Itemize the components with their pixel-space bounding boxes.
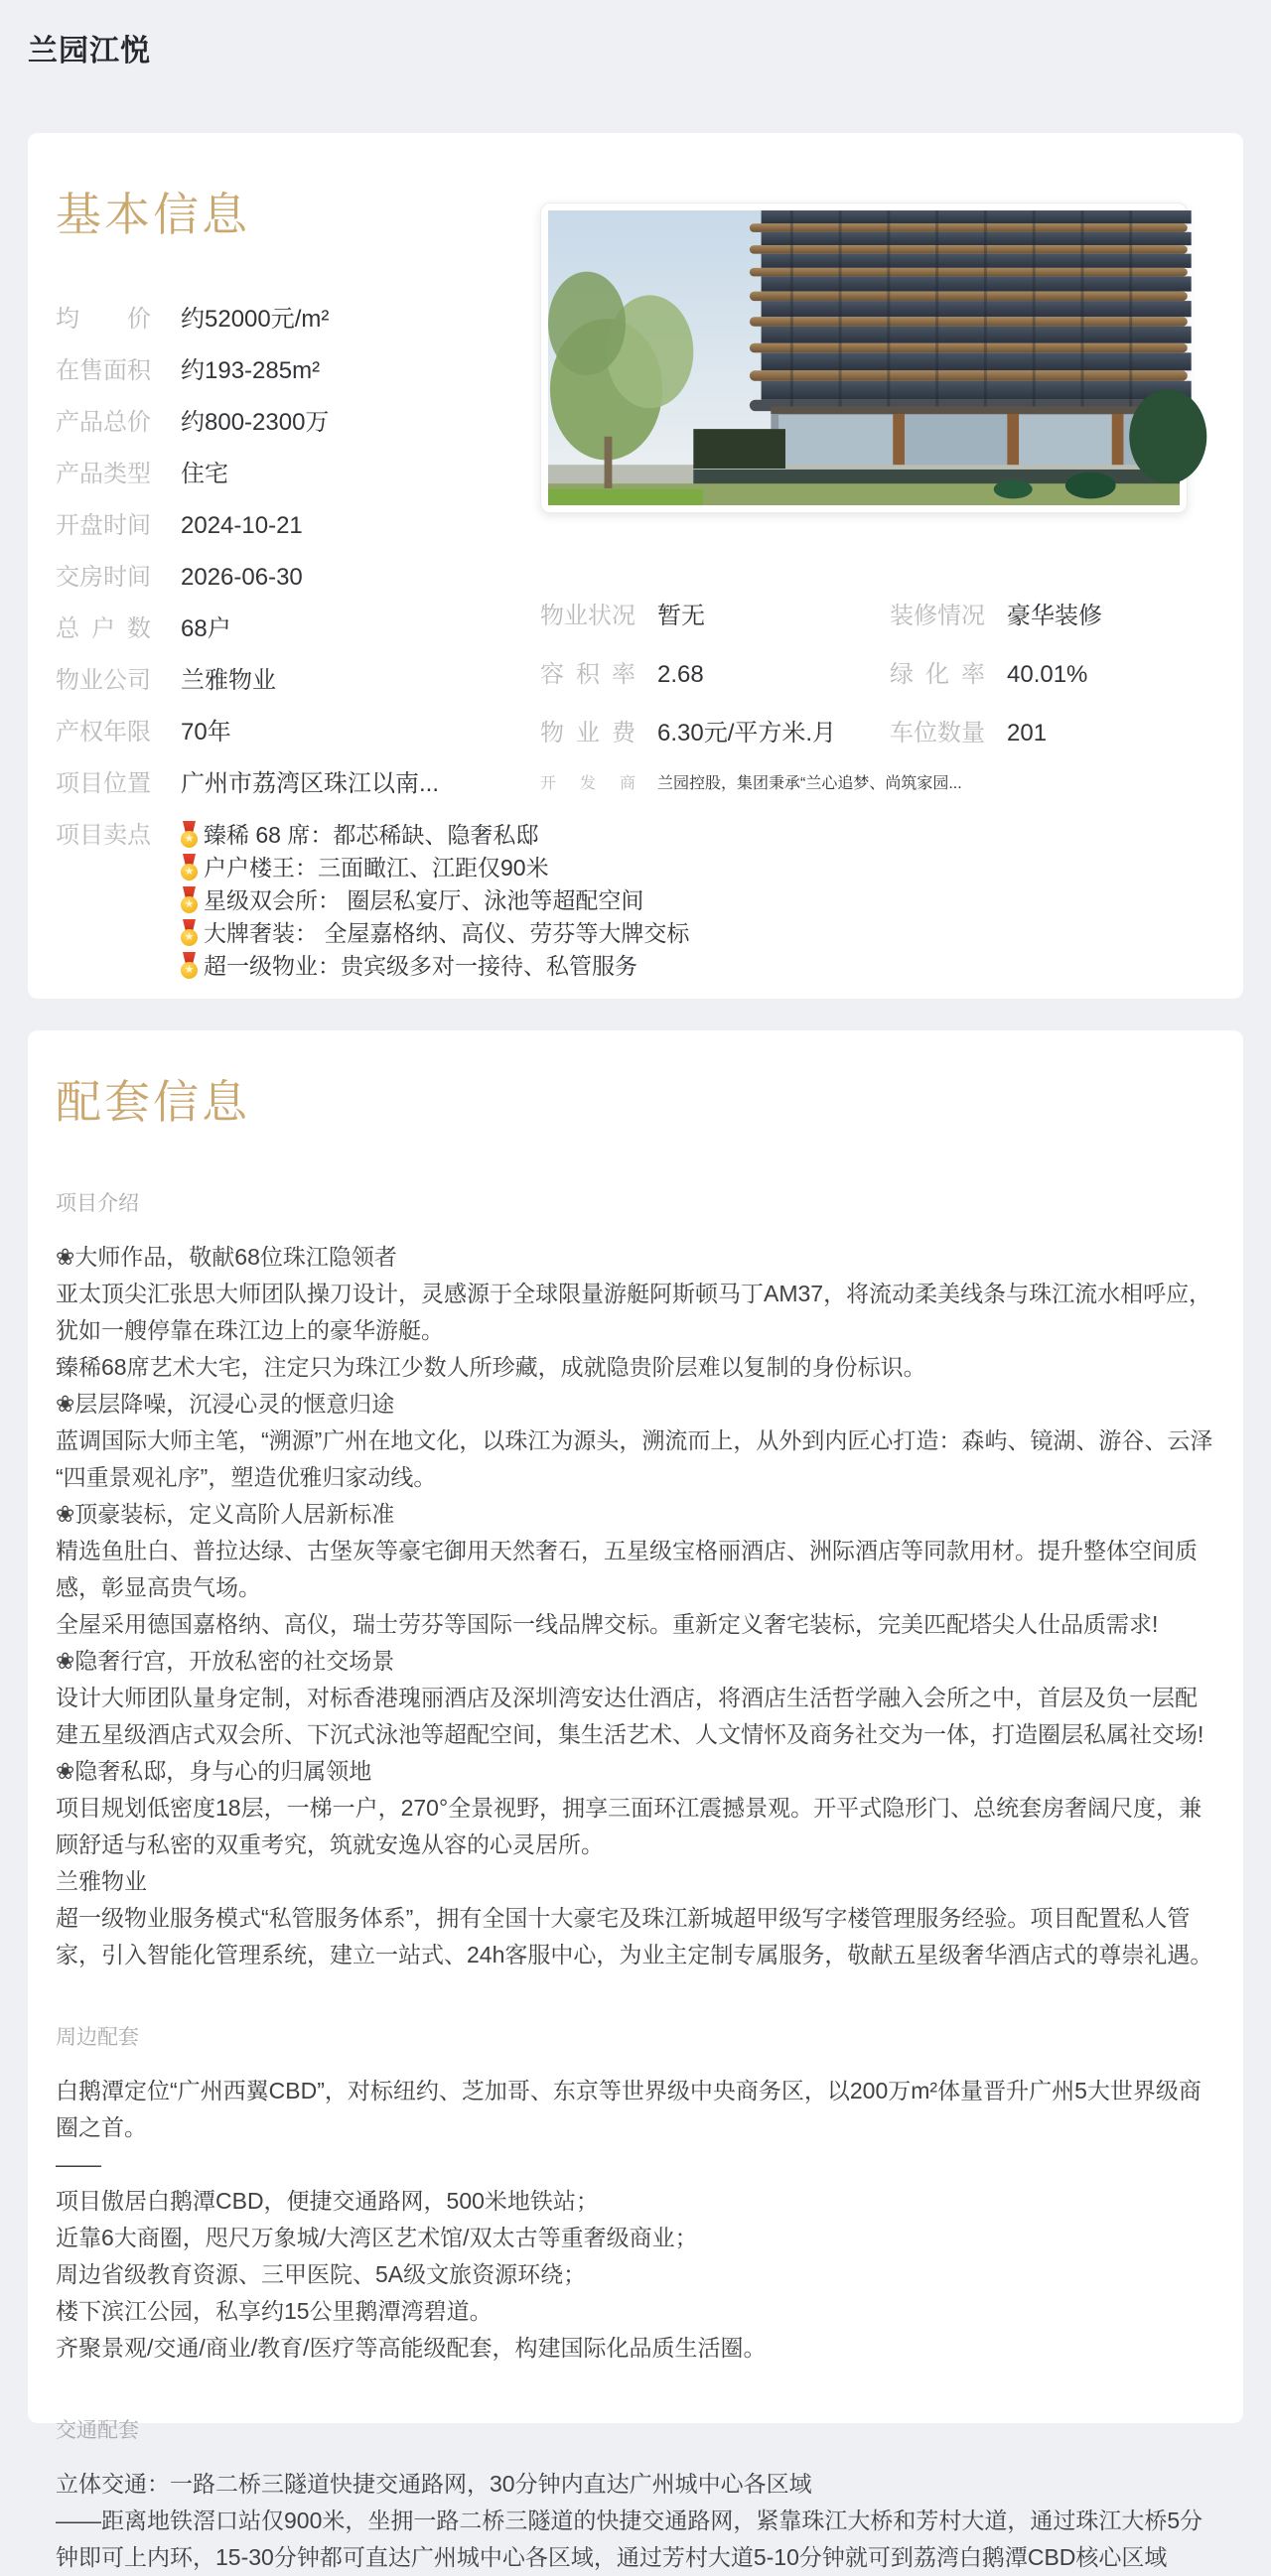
info-row-label: 在售面积 (56, 357, 151, 384)
page-title: 兰园江悦 (28, 35, 151, 68)
info-row-value: 约800-2300万 (181, 409, 330, 436)
text-line: 蓝调国际大师主笔，“溯源”广州在地文化，以珠江为源头，溯流而上，从外到内匠心打造：森屿、镜湖、游谷、云泽“四重景观礼序”，塑造优雅归家动线。 (56, 1427, 1213, 1490)
info-row (56, 397, 552, 449)
transport-text (56, 2466, 1215, 2576)
info-row-value: 2026-06-30 (181, 564, 303, 591)
kv-row (540, 595, 890, 638)
text-line: 白鹅潭定位“广州西翼CBD”，对标纽约、芝加哥、东京等世界级中央商务区，以200万m²体量晋升广州5大世界级商圈之首。 (56, 2078, 1201, 2140)
kv-label: 车位数量 (890, 720, 985, 746)
info-row-label: 交房时间 (56, 564, 151, 591)
developer-label: 开发商 (540, 775, 636, 792)
kv-label: 物业费 (540, 720, 636, 746)
kv-value: 6.30元/平方米.月 (657, 720, 837, 746)
info-row-label: 均价 (56, 306, 151, 333)
info-row-label: 开盘时间 (56, 512, 151, 539)
kv-value: 2.68 (657, 661, 704, 688)
selling-point-text: 超一级物业：贵宾级多对一接待、私管服务 (204, 953, 637, 979)
medal-icon (181, 886, 198, 914)
building-rendering-image (548, 210, 1180, 505)
surroundings-text (56, 2073, 1215, 2367)
basic-info-left-rows (56, 294, 552, 810)
info-row-label: 总户数 (56, 615, 151, 642)
selling-point-text: 大牌奢装： 全屋嘉格纳、高仪、劳芬等大牌交标 (204, 920, 690, 946)
amenities-heading: 配套信息 (56, 1076, 250, 1128)
selling-point-item (181, 884, 689, 917)
kv-label: 装修情况 (890, 603, 985, 629)
info-row-value: 住宅 (181, 461, 228, 487)
info-row-value: 兰雅物业 (181, 667, 276, 694)
text-line: 齐聚景观/交通/商业/教育/医疗等高能级配套，构建国际化品质生活圈。 (56, 2335, 767, 2361)
info-row (56, 449, 552, 500)
info-row (56, 655, 552, 707)
selling-point-item (181, 950, 689, 983)
text-line: 亚太顶尖汇张思大师团队操刀设计，灵感源于全球限量游艇阿斯顿马丁AM37，将流动柔美线条与珠江流水相呼应，犹如一艘停靠在珠江边上的豪华游艇。 (56, 1281, 1212, 1343)
info-row-value: 70年 (181, 719, 231, 746)
kv-value: 201 (1007, 720, 1048, 746)
amenities-card (28, 1030, 1243, 2570)
tower-floors (750, 210, 1192, 411)
kv-row (890, 595, 1217, 638)
selling-points-list (181, 819, 689, 983)
text-line: 楼下滨江公园，私享约15公里鹅潭湾碧道。 (56, 2298, 493, 2324)
text-line: 超一级物业服务模式“私管服务体系”，拥有全国十大豪宅及珠江新城超甲级写字楼管理服务经验。项目配置私人管家，引入智能化管理系统，建立一站式、24h客服中心，为业主定制专属服务，敬献五星级奢华酒店式的尊崇礼遇。 (56, 1905, 1213, 1967)
basic-info-right-panel (540, 203, 1217, 793)
text-line: —— (56, 2151, 101, 2177)
text-line: ❀隐奢行宫，开放私密的社交场景 (56, 1648, 395, 1674)
info-row (56, 758, 552, 810)
text-line: 精选鱼肚白、普拉达绿、古堡灰等豪宅御用天然奢石，五星级宝格丽酒店、洲际酒店等同款用材。提升整体空间质感，彰显高贵气场。 (56, 1538, 1198, 1600)
info-row-value: 广州市荔湾区珠江以南... (181, 770, 440, 797)
info-row-value: 约52000元/m² (181, 306, 330, 333)
info-row-value: 2024-10-21 (181, 512, 303, 539)
info-row (56, 707, 552, 758)
selling-points-row (56, 810, 1215, 983)
text-line: ❀大师作品，敬献68位珠江隐领者 (56, 1244, 397, 1270)
text-line: 设计大师团队量身定制，对标香港瑰丽酒店及深圳湾安达仕酒店，将酒店生活哲学融入会所之中，首层及负一层配建五星级酒店式双会所、下沉式泳池等超配空间，集生活艺术、人文情怀及商务社交为一体，打造圈层私属社交场! (56, 1685, 1204, 1747)
developer-row (540, 770, 1217, 793)
lobby-podium (771, 406, 1180, 470)
selling-point-item (181, 852, 689, 884)
kv-label: 物业状况 (540, 603, 636, 629)
text-line: 兰雅物业 (56, 1868, 147, 1894)
text-line: 项目规划低密度18层，一梯一户，270°全景视野，拥享三面环江震撼景观。开平式隐形门、总统套房奢阔尺度，兼顾舒适与私密的双重考究，筑就安逸从容的心灵居所。 (56, 1795, 1202, 1857)
info-row (56, 552, 552, 604)
selling-point-text: 星级双会所： 圈层私宴厅、泳池等超配空间 (204, 887, 644, 913)
medal-icon (181, 952, 198, 980)
kv-label: 绿化率 (890, 661, 985, 688)
subheading-surroundings: 周边配套 (56, 2026, 139, 2049)
text-line: ❀层层降噪，沉浸心灵的惬意归途 (56, 1391, 395, 1417)
selling-point-text: 户户楼王：三面瞰江、江距仅90米 (204, 855, 549, 881)
info-row-label: 产品总价 (56, 409, 151, 436)
kv-value: 暂无 (657, 603, 705, 629)
project-intro-text (56, 1239, 1215, 1973)
kv-value: 40.01% (1007, 661, 1088, 688)
info-row (56, 500, 552, 552)
selling-point-text: 臻稀 68 席：都芯稀缺、隐奢私邸 (204, 822, 539, 848)
selling-points-label: 项目卖点 (56, 822, 151, 849)
info-row-label: 产品类型 (56, 461, 151, 487)
selling-point-item (181, 819, 689, 852)
subheading-transport: 交通配套 (56, 2419, 139, 2442)
kv-row (890, 712, 1217, 755)
medal-icon (181, 919, 198, 947)
info-row-value: 68户 (181, 615, 231, 642)
kv-value: 豪华装修 (1007, 603, 1102, 629)
kv-label: 容积率 (540, 661, 636, 688)
subheading-project-intro: 项目介绍 (56, 1192, 139, 1215)
basic-info-right-rows (540, 595, 1217, 755)
text-line: 立体交通：一路二桥三隧道快捷交通路网，30分钟内直达广州城中心各区域 (56, 2471, 812, 2497)
text-line: 全屋采用德国嘉格纳、高仪，瑞士劳芬等国际一线品牌交标。重新定义奢宅装标，完美匹配塔尖人仕品质需求! (56, 1611, 1159, 1637)
medal-icon (181, 854, 198, 881)
selling-point-item (181, 917, 689, 950)
info-row-label: 物业公司 (56, 667, 151, 694)
medal-icon (181, 821, 198, 849)
info-row (56, 604, 552, 655)
text-line: ❀顶豪装标，定义高阶人居新标准 (56, 1501, 395, 1527)
info-row (56, 345, 552, 397)
info-row (56, 294, 552, 345)
basic-info-heading: 基本信息 (56, 189, 250, 240)
info-row-value: 约193-285m² (181, 357, 321, 384)
text-line: 周边省级教育资源、三甲医院、5A级文旅资源环绕； (56, 2261, 587, 2287)
text-line: ❀隐奢私邸，身与心的归属领地 (56, 1758, 372, 1784)
kv-row (890, 653, 1217, 697)
text-line: 近靠6大商圈，咫尺万象城/大湾区艺术馆/双太古等重奢级商业； (56, 2225, 698, 2250)
kv-row (540, 712, 890, 755)
building-photo-thumbnail[interactable] (540, 203, 1188, 513)
text-line: 项目傲居白鹅潭CBD，便捷交通路网，500米地铁站； (56, 2188, 599, 2214)
developer-value: 兰园控股，集团秉承“兰心追梦、尚筑家园... (657, 775, 962, 792)
info-row-label: 产权年限 (56, 719, 151, 746)
text-line: 臻稀68席艺术大宅，注定只为珠江少数人所珍藏，成就隐贵阶层难以复制的身份标识。 (56, 1354, 926, 1380)
text-line: ——距离地铁滘口站仅900米，坐拥一路二桥三隧道的快捷交通路网，紧靠珠江大桥和芳村大道，通过珠江大桥5分钟即可上内环，15-30分钟都可直达广州城中心各区域，通过芳村大道5-10分钟就可到荔湾白鹅潭CBD核心区域 (56, 2508, 1203, 2570)
kv-row (540, 653, 890, 697)
basic-info-card (28, 133, 1243, 999)
info-row-label: 项目位置 (56, 770, 151, 797)
